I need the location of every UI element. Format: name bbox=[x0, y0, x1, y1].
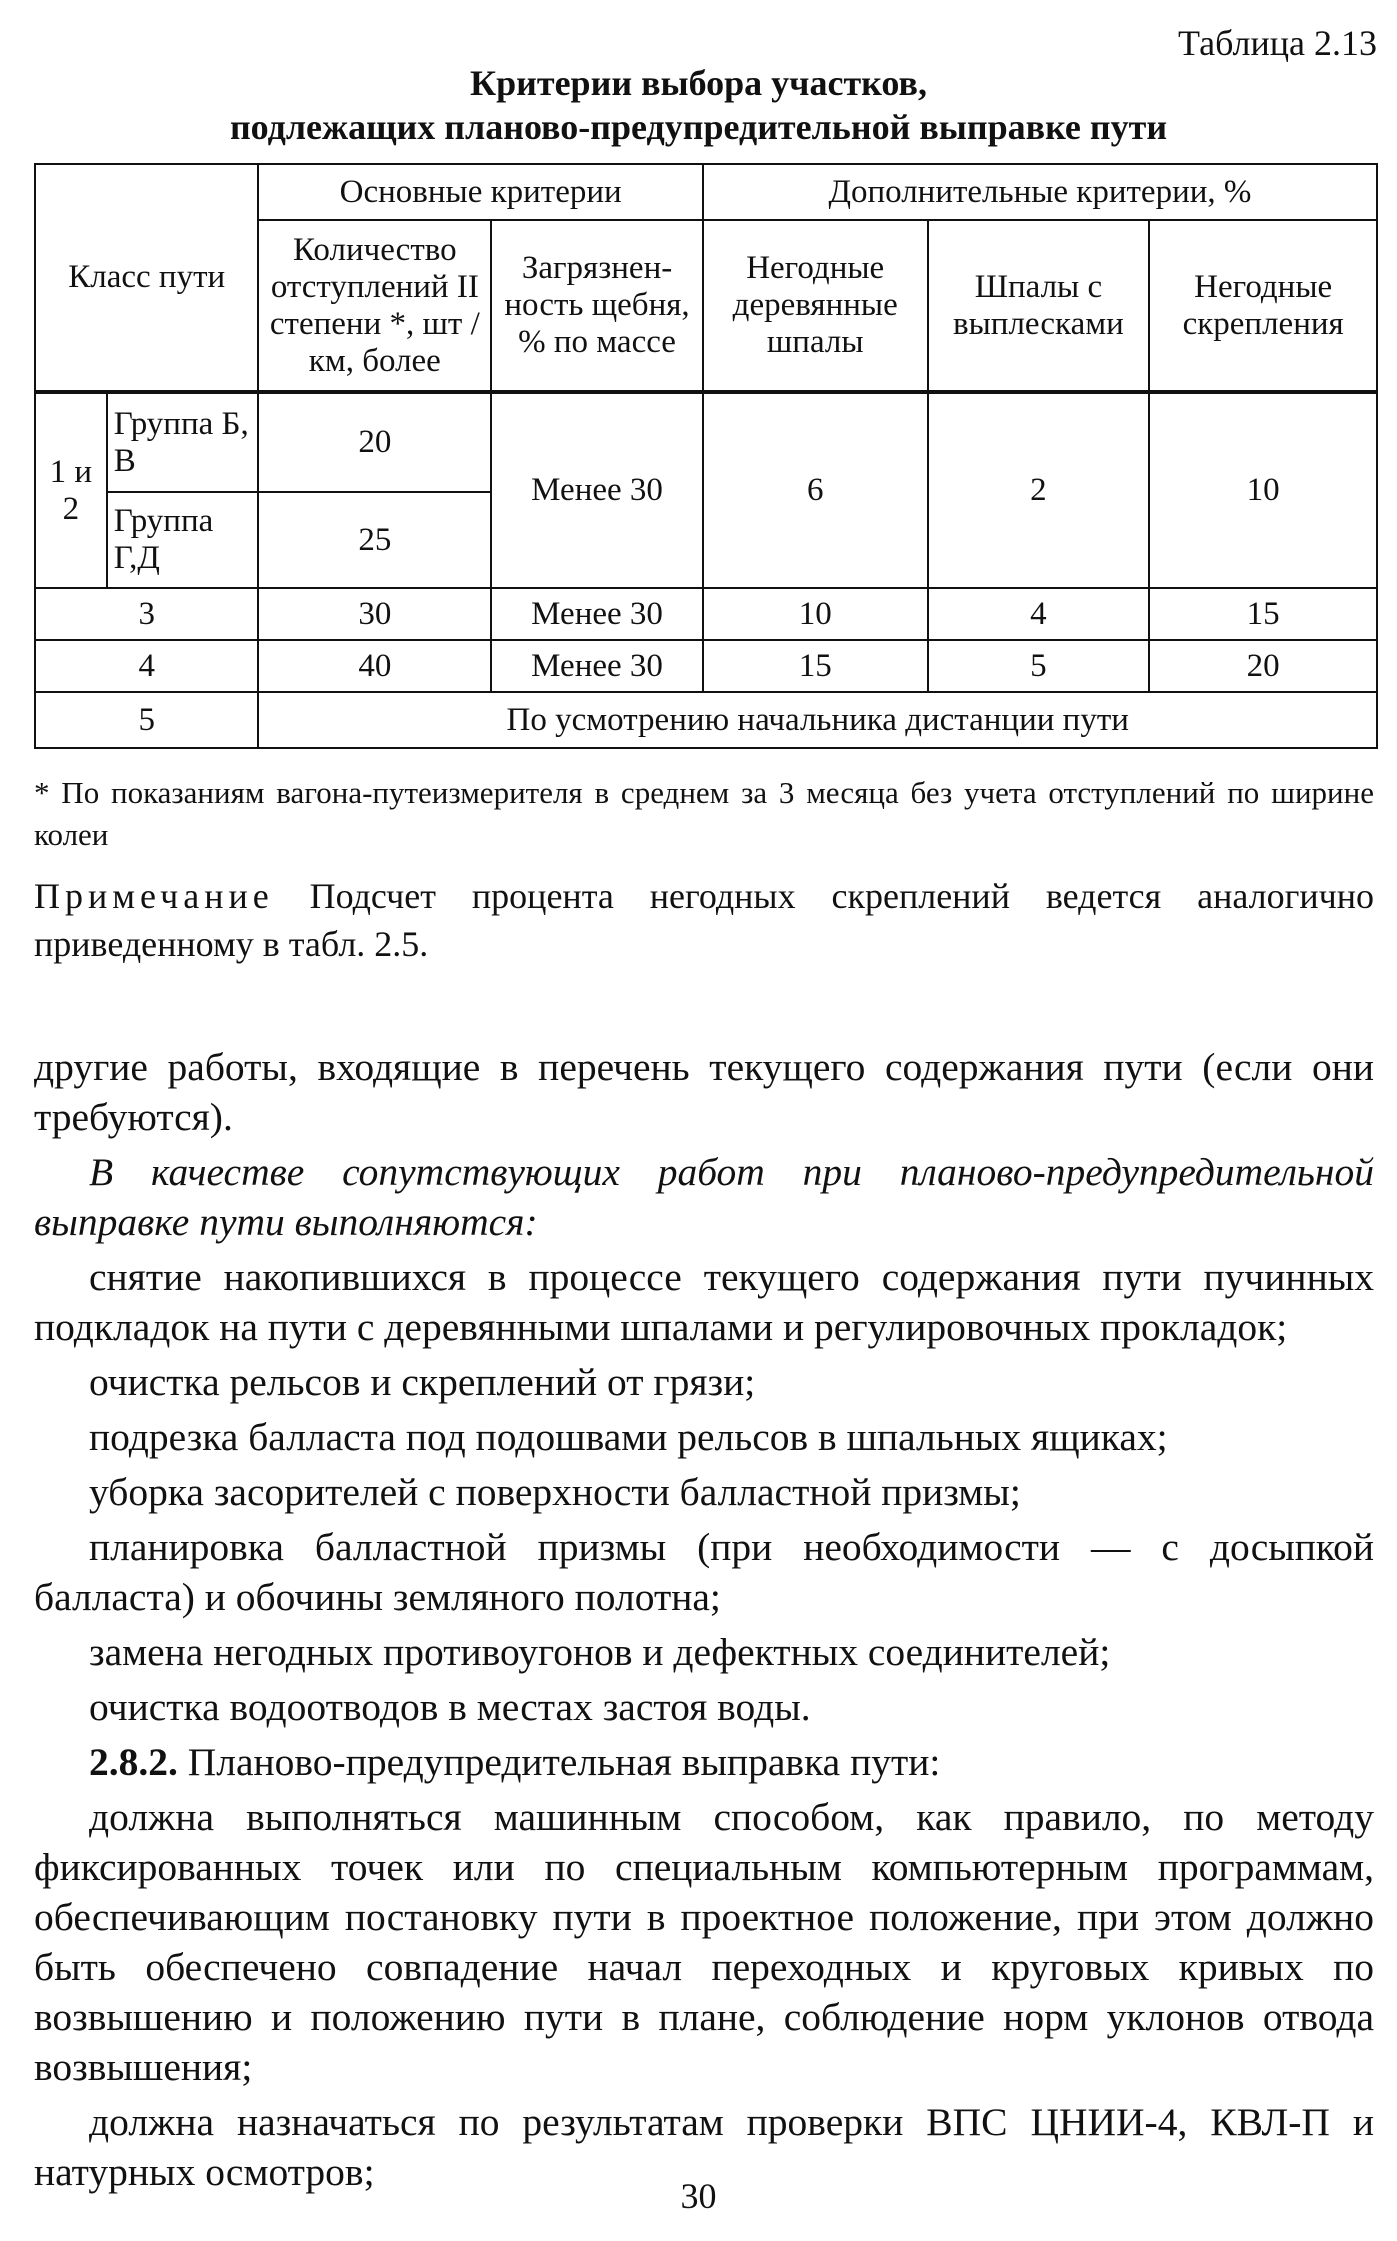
header-ballast-dirt: Загрязнен-ность щебня, % по массе bbox=[491, 220, 703, 392]
list-item: должна выполняться машинным способом, как правило, по методу фиксированных точек или по специальным компьютерным программам, обеспечивающим постановку пути в проектное положение, при этом должно быть обеспечено совпадение начал переходных и круговых кривых по возвышению и положению пути в плане, соблюдение норм уклонов отвода возвышения; bbox=[34, 1795, 1374, 2089]
list-item: подрезка балласта под подошвами рельсов в шпальных ящиках; bbox=[89, 1415, 1168, 1459]
list-item: снятие накопившихся в процессе текущего содержания пути пучинных подкладок на пути с деревянными шпалами и регулировочных прокладок; bbox=[34, 1255, 1374, 1349]
list-item: планировка балластной призмы (при необходимости — с досыпкой балласта) и обочины земляного полотна; bbox=[34, 1525, 1374, 1619]
paragraph: В качестве сопутствующих работ при планово-предупредительной выправке пути выполняются: bbox=[34, 1150, 1374, 1244]
header-bad-sleepers: Негодные деревянные шпалы bbox=[703, 220, 928, 392]
list-item: уборка засорителей с поверхности балластной призмы; bbox=[89, 1470, 1021, 1514]
group-bv: Группа Б, В bbox=[107, 392, 259, 492]
cell-class: 4 bbox=[35, 640, 258, 692]
cell-discretion: По усмотрению начальника дистанции пути bbox=[258, 692, 1377, 748]
list-item: очистка рельсов и скреплений от грязи; bbox=[89, 1360, 756, 1404]
list-item: замена негодных противоугонов и дефектных соединителей; bbox=[89, 1630, 1111, 1674]
header-splash-sleepers: Шпалы с выплесками bbox=[928, 220, 1150, 392]
page-number: 30 bbox=[680, 2176, 717, 2216]
table-caption-line1: Критерии выбора участков, bbox=[470, 63, 927, 103]
header-track-class: Класс пути bbox=[35, 164, 258, 392]
table-footnote: * По показаниям вагона-путеизмерителя в среднем за 3 месяца без учета отступлений по ширине колеи bbox=[34, 775, 1374, 852]
cell-splash: 5 bbox=[928, 640, 1150, 692]
cell-count: 40 bbox=[258, 640, 491, 692]
cell-fastenings-12: 10 bbox=[1149, 392, 1377, 588]
cell-sleepers: 10 bbox=[703, 588, 928, 640]
note-label: Примечание bbox=[34, 876, 274, 916]
cell-dirt: Менее 30 bbox=[491, 588, 703, 640]
cell-class: 5 bbox=[35, 692, 258, 748]
header-main-criteria: Основные критерии bbox=[258, 164, 702, 220]
section-title: Планово-предупредительная выправка пути: bbox=[177, 1740, 941, 1784]
table-row bbox=[35, 640, 1377, 692]
table-note bbox=[34, 872, 1374, 968]
cell-count-gd: 25 bbox=[258, 492, 491, 588]
header-extra-criteria: Дополнительные критерии, % bbox=[703, 164, 1377, 220]
cell-fastenings: 15 bbox=[1149, 588, 1377, 640]
cell-count-bv: 20 bbox=[258, 392, 491, 492]
cell-fastenings: 20 bbox=[1149, 640, 1377, 692]
group-gd: Группа Г,Д bbox=[107, 492, 259, 588]
section-heading bbox=[34, 1737, 1374, 1787]
table-number: Таблица 2.13 bbox=[1178, 23, 1377, 63]
paragraph: другие работы, входящие в перечень текущего содержания пути (если они требуются). bbox=[34, 1045, 1374, 1139]
cell-dirt: Менее 30 bbox=[491, 640, 703, 692]
table-row bbox=[35, 588, 1377, 640]
criteria-table bbox=[34, 163, 1378, 749]
cell-class: 3 bbox=[35, 588, 258, 640]
header-deviation-count: Количество отступлений II степени *, шт /км, более bbox=[258, 220, 491, 392]
cell-dirt-12: Менее 30 bbox=[491, 392, 703, 588]
section-number: 2.8.2. bbox=[89, 1740, 178, 1784]
cell-count: 30 bbox=[258, 588, 491, 640]
cell-sleepers: 15 bbox=[703, 640, 928, 692]
cell-splash: 4 bbox=[928, 588, 1150, 640]
list-item: должна назначаться по результатам проверки ВПС ЦНИИ-4, КВЛ-П и натурных осмотров; bbox=[34, 2100, 1374, 2194]
cell-splash-12: 2 bbox=[928, 392, 1150, 588]
list-item: очистка водоотводов в местах застоя воды. bbox=[89, 1685, 811, 1729]
table-caption-line2: подлежащих планово-предупредительной выправке пути bbox=[229, 107, 1168, 147]
cell-sleepers-12: 6 bbox=[703, 392, 928, 588]
class-1-and-2: 1 и 2 bbox=[35, 392, 107, 588]
note-text: Подсчет процента негодных скреплений ведется аналогично приведенному в табл. 2.5. bbox=[34, 876, 1374, 964]
header-bad-fastenings: Негодные скрепления bbox=[1149, 220, 1377, 392]
table-row bbox=[35, 692, 1377, 748]
body-text bbox=[34, 1042, 1374, 2202]
